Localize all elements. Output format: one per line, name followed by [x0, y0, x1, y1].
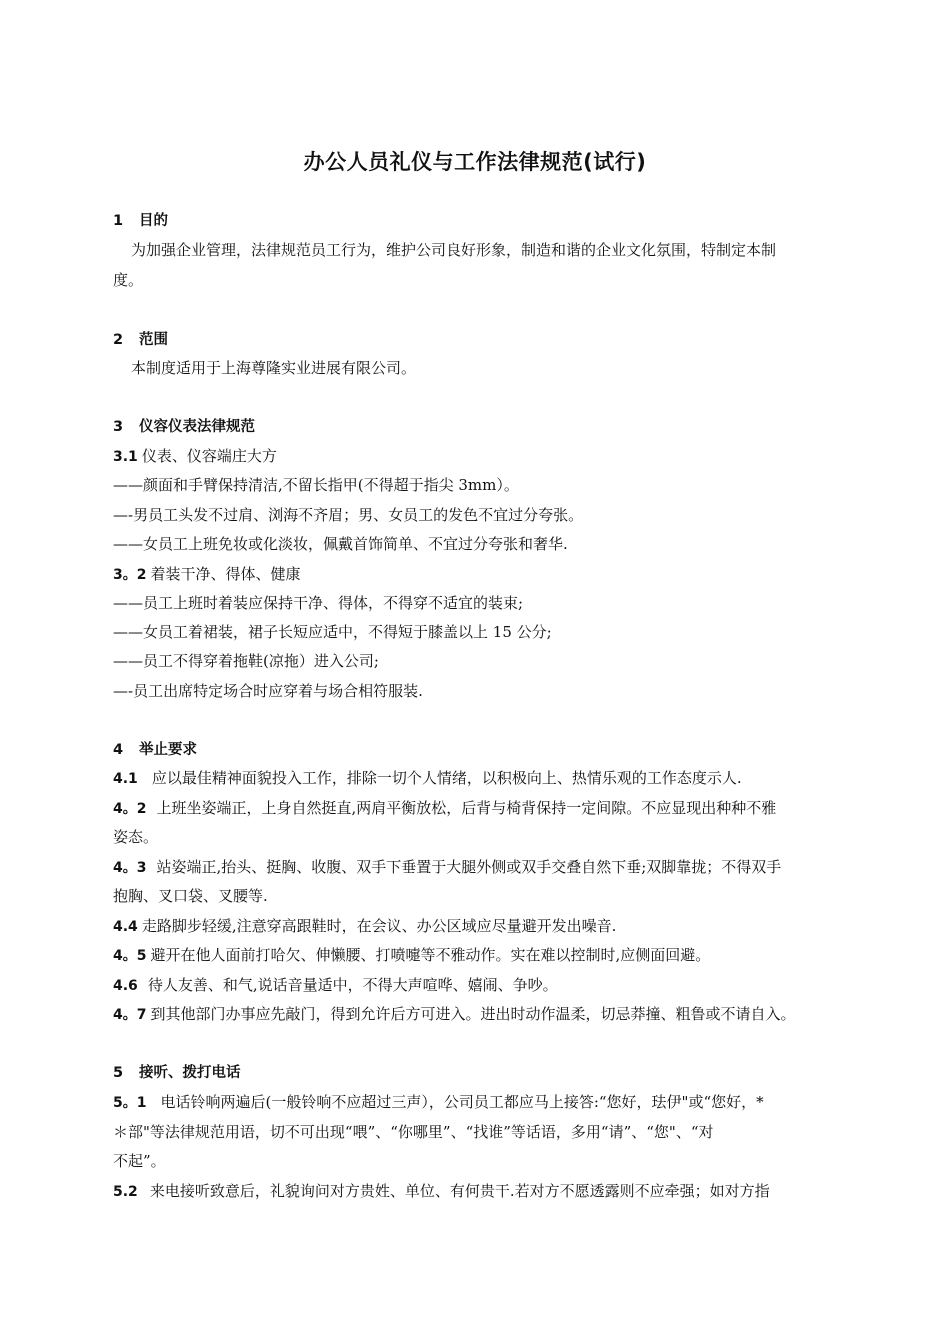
section-4-heading — [113, 740, 870, 760]
section-number: 2 — [113, 332, 124, 348]
item-4-6 — [113, 975, 870, 996]
section-1-paragraph-cont: 度。 — [113, 271, 144, 289]
item-4-3-cont: 抱胸、叉口袋、叉腰等. — [113, 887, 268, 905]
item-text: 上班坐姿端正，上身自然挺直,两肩平衡放松，后背与椅背保持一定间隙。不应显现出种种不雅 — [156, 799, 777, 817]
document-title: 办公人员礼仪与工作法律规范(试行) — [303, 150, 647, 174]
item-4-2-cont: 姿态。 — [113, 828, 159, 846]
section-title: 目的 — [139, 213, 168, 229]
item-text: 应以最佳精神面貌投入工作，排除一切个人情绪，以积极向上、热情乐观的工作态度示人. — [151, 769, 742, 787]
item-text: 待人友善、和气,说话音量适中，不得大声喧哗、嬉闹、争吵。 — [147, 976, 558, 994]
item-4-3 — [113, 857, 870, 878]
section-2-paragraph: 本制度适用于上海尊隆实业进展有限公司。 — [131, 359, 417, 377]
item-text: 到其他部门办事应先敲门，得到允许后方可进入。进出时动作温柔，切忌莽撞、粗鲁或不请自入。 — [150, 1005, 796, 1023]
list-item: —-男员工头发不过肩、浏海不齐眉；男、女员工的发色不宜过分夸张。 — [113, 506, 584, 524]
item-3-2 — [113, 564, 870, 585]
section-title: 举止要求 — [139, 742, 197, 758]
item-text: 避开在他人面前打哈欠、伸懒腰、打喷嚏等不雅动作。实在难以控制时,应侧面回避。 — [150, 946, 711, 964]
item-4-5 — [113, 945, 870, 966]
item-number: 4.1 — [113, 771, 138, 787]
item-text: 站姿端正,抬头、挺胸、收腹、双手下垂置于大腿外侧或双手交叠自然下垂;双脚靠拢；不得双手 — [156, 858, 782, 876]
section-1-paragraph: 为加强企业管理，法律规范员工行为，维护公司良好形象，制造和谐的企业文化氛围，特制定本制 — [131, 241, 777, 259]
item-text: 走路脚步轻缓,注意穿高跟鞋时，在会议、办公区域应尽量避开发出噪音. — [141, 917, 617, 935]
section-title: 接听、拨打电话 — [139, 1065, 241, 1081]
item-4-7 — [113, 1004, 870, 1025]
item-text: 电话铃响两遍后(一般铃响不应超过三声），公司员工都应马上接答:“您好，珐伊"或“您好，* — [160, 1093, 764, 1111]
item-5-1-cont: 不起”。 — [113, 1152, 166, 1170]
item-number: 4.6 — [113, 978, 138, 994]
item-5-2 — [113, 1181, 870, 1202]
list-item: ——颜面和手臂保持清洁,不留长指甲(不得超于指尖 3mm）。 — [113, 476, 519, 494]
item-4-4 — [113, 916, 870, 937]
item-text: 着装干净、得体、健康 — [150, 565, 301, 583]
list-item: ——女员工上班免妆或化淡妆，佩戴首饰简单、不宜过分夸张和奢华. — [113, 535, 568, 553]
item-number: 4。2 — [113, 801, 147, 817]
item-number: 4。3 — [113, 860, 147, 876]
section-number: 1 — [113, 213, 124, 229]
section-5-heading — [113, 1063, 870, 1083]
section-number: 5 — [113, 1065, 124, 1081]
section-title: 范围 — [139, 332, 168, 348]
item-4-2 — [113, 798, 870, 819]
item-5-1-cont: ＊部"等法律规范用语，切不可出现“喂”、“你哪里”、“找谁”等话语，多用“请”、“您"、“对 — [113, 1123, 714, 1141]
list-item: ——员工不得穿着拖鞋(凉拖）进入公司; — [113, 652, 379, 670]
item-text: 仪表、仪容端庄大方 — [141, 447, 277, 465]
item-3-1 — [113, 446, 870, 467]
item-number: 4.4 — [113, 919, 138, 935]
section-title: 仪容仪表法律规范 — [139, 419, 255, 435]
section-number: 3 — [113, 419, 124, 435]
section-2-heading — [113, 330, 870, 350]
list-item: —-员工出席特定场合时应穿着与场合相符服装. — [113, 682, 423, 700]
item-4-1 — [113, 768, 870, 789]
item-number: 3。2 — [113, 567, 147, 583]
item-text: 来电接听致意后，礼貌询问对方贵姓、单位、有何贵干.若对方不愿透露则不应牵强；如对方指 — [149, 1182, 770, 1200]
item-5-1 — [113, 1092, 870, 1113]
item-number: 5.2 — [113, 1184, 138, 1200]
list-item: ——女员工着裙装，裙子长短应适中，不得短于膝盖以上 15 公分; — [113, 623, 552, 641]
section-1-heading — [113, 211, 870, 231]
item-number: 3.1 — [113, 449, 138, 465]
item-number: 4。5 — [113, 948, 147, 964]
section-3-heading — [113, 417, 870, 437]
item-number: 5。1 — [113, 1095, 147, 1111]
section-number: 4 — [113, 742, 124, 758]
list-item: ——员工上班时着装应保持干净、得体，不得穿不适宜的装束; — [113, 594, 524, 612]
item-number: 4。7 — [113, 1007, 147, 1023]
